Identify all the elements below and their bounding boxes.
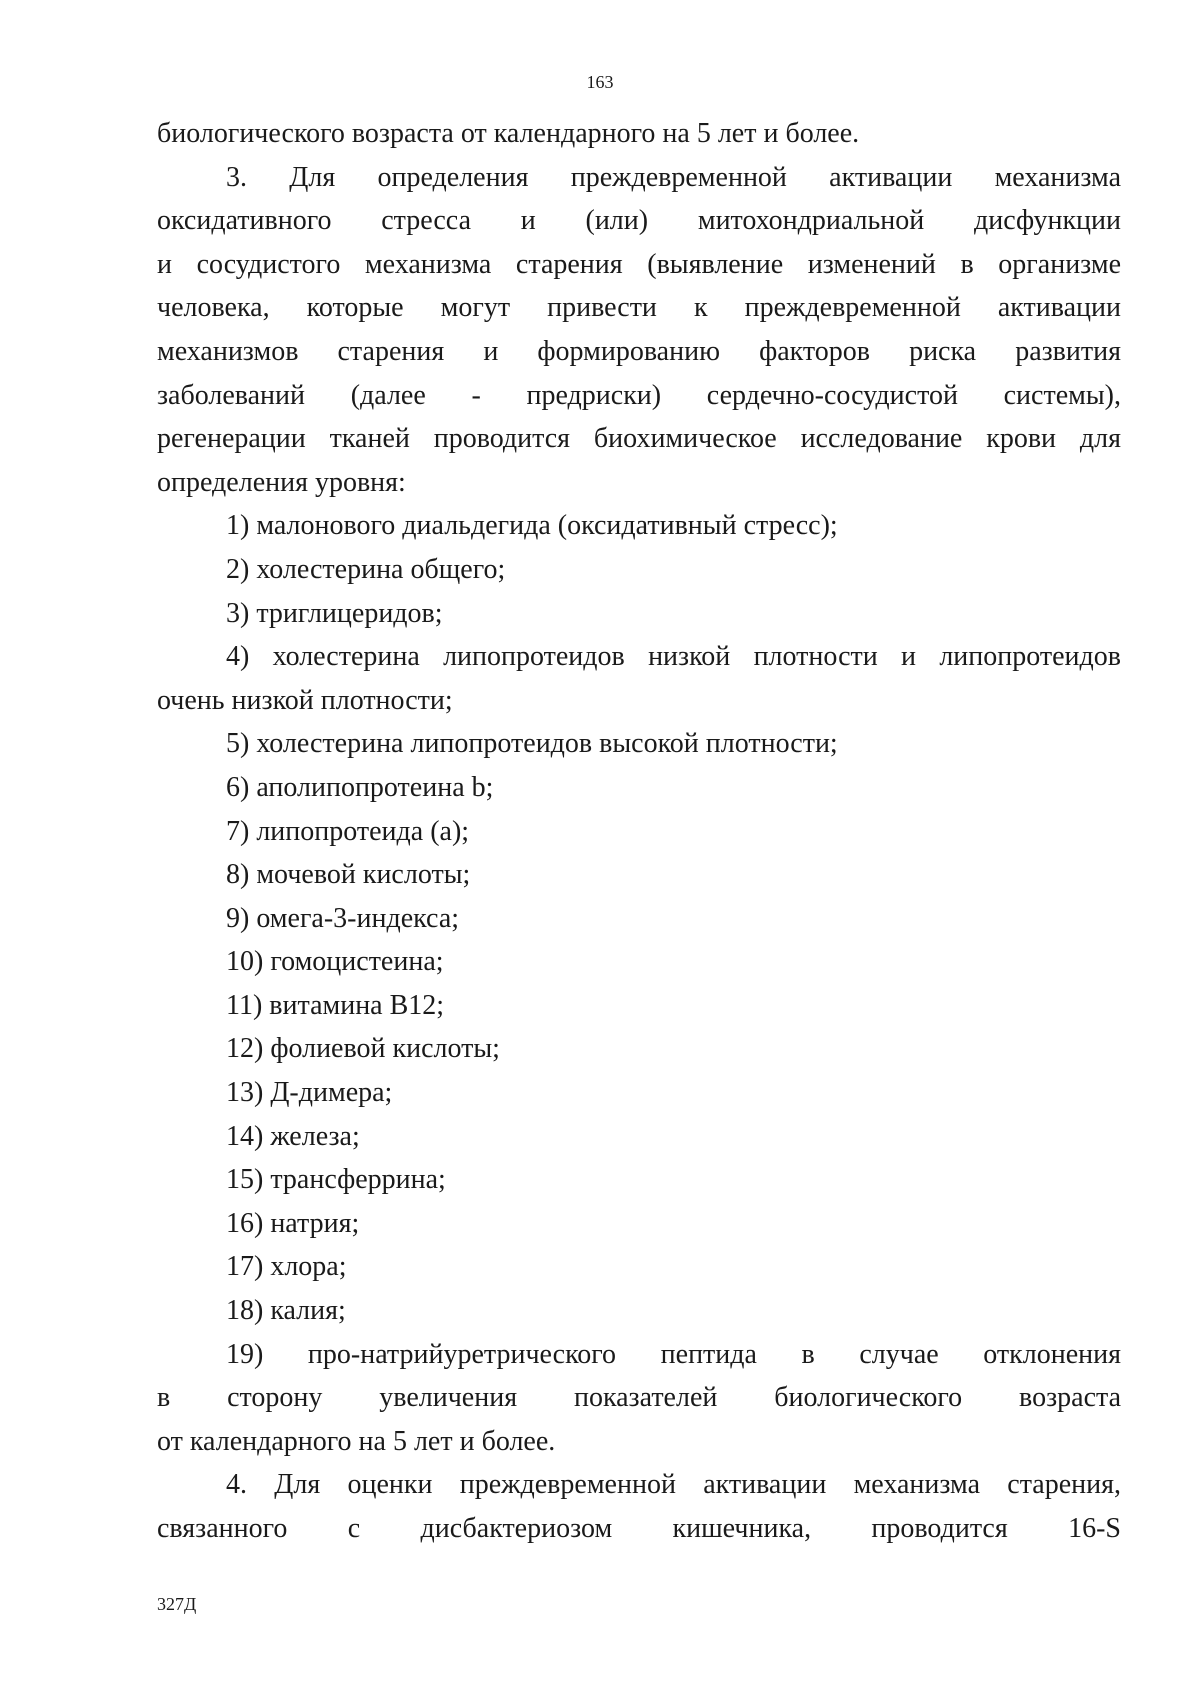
list-item: 3) триглицеридов; xyxy=(226,597,443,629)
text-line: определения уровня: xyxy=(157,466,406,498)
text-line: человека, которые могут привести к преждевременной активации xyxy=(157,292,1121,324)
list-item: 13) Д-димера; xyxy=(226,1077,393,1109)
paragraph-3-line: 3. Для определения преждевременной активации механизма xyxy=(226,161,1121,193)
text-line: связанного с дисбактериозом кишечника, проводится 16-S xyxy=(157,1513,1121,1544)
document-code: 327Д xyxy=(157,1594,197,1614)
text-line: заболеваний (далее - предриски) сердечно-сосудистой системы), xyxy=(157,379,1121,411)
page-number: 163 xyxy=(586,72,614,92)
list-item: 7) липопротеида (а); xyxy=(226,815,470,847)
list-item: 9) омега-3-индекса; xyxy=(226,902,460,934)
list-item: 16) натрия; xyxy=(226,1207,360,1239)
list-item: 5) холестерина липопротеидов высокой плотности; xyxy=(226,728,838,760)
list-item: 1) малонового диальдегида (оксидативный стресс); xyxy=(226,510,838,542)
list-item: 18) калия; xyxy=(226,1295,346,1327)
text-line: и сосудистого механизма старения (выявление изменений в организме xyxy=(157,248,1121,280)
list-item-continuation: очень низкой плотности; xyxy=(157,684,453,716)
list-item: 19) про-натрийуретрического пептида в случае отклонения xyxy=(226,1338,1121,1370)
list-item: 4) холестерина липопротеидов низкой плотности и липопротеидов xyxy=(226,641,1121,673)
list-item: 14) железа; xyxy=(226,1120,360,1152)
text-line: биологического возраста от календарного на 5 лет и более. xyxy=(157,118,860,149)
list-item: 2) холестерина общего; xyxy=(226,553,506,585)
text-line: механизмов старения и формированию факторов риска развития xyxy=(157,335,1121,367)
list-item: 8) мочевой кислоты; xyxy=(226,859,471,891)
document-body xyxy=(157,112,1121,1551)
paragraph-4-line: 4. Для оценки преждевременной активации механизма старения, xyxy=(226,1469,1121,1501)
list-item: 6) аполипопротеина b; xyxy=(226,771,494,803)
list-item: 10) гомоцистеина; xyxy=(226,946,444,978)
list-item-continuation: в сторону увеличения показателей биологического возраста xyxy=(157,1382,1121,1414)
list-item: 17) хлора; xyxy=(226,1251,347,1283)
text-line: регенерации тканей проводится биохимическое исследование крови для xyxy=(157,423,1121,455)
list-item: 15) трансферрина; xyxy=(226,1164,446,1196)
list-item-continuation: от календарного на 5 лет и более. xyxy=(157,1425,556,1457)
list-item: 11) витамина В12; xyxy=(226,989,445,1021)
text-line: оксидативного стресса и (или) митохондриальной дисфункции xyxy=(157,205,1121,237)
list-item: 12) фолиевой кислоты; xyxy=(226,1033,500,1065)
